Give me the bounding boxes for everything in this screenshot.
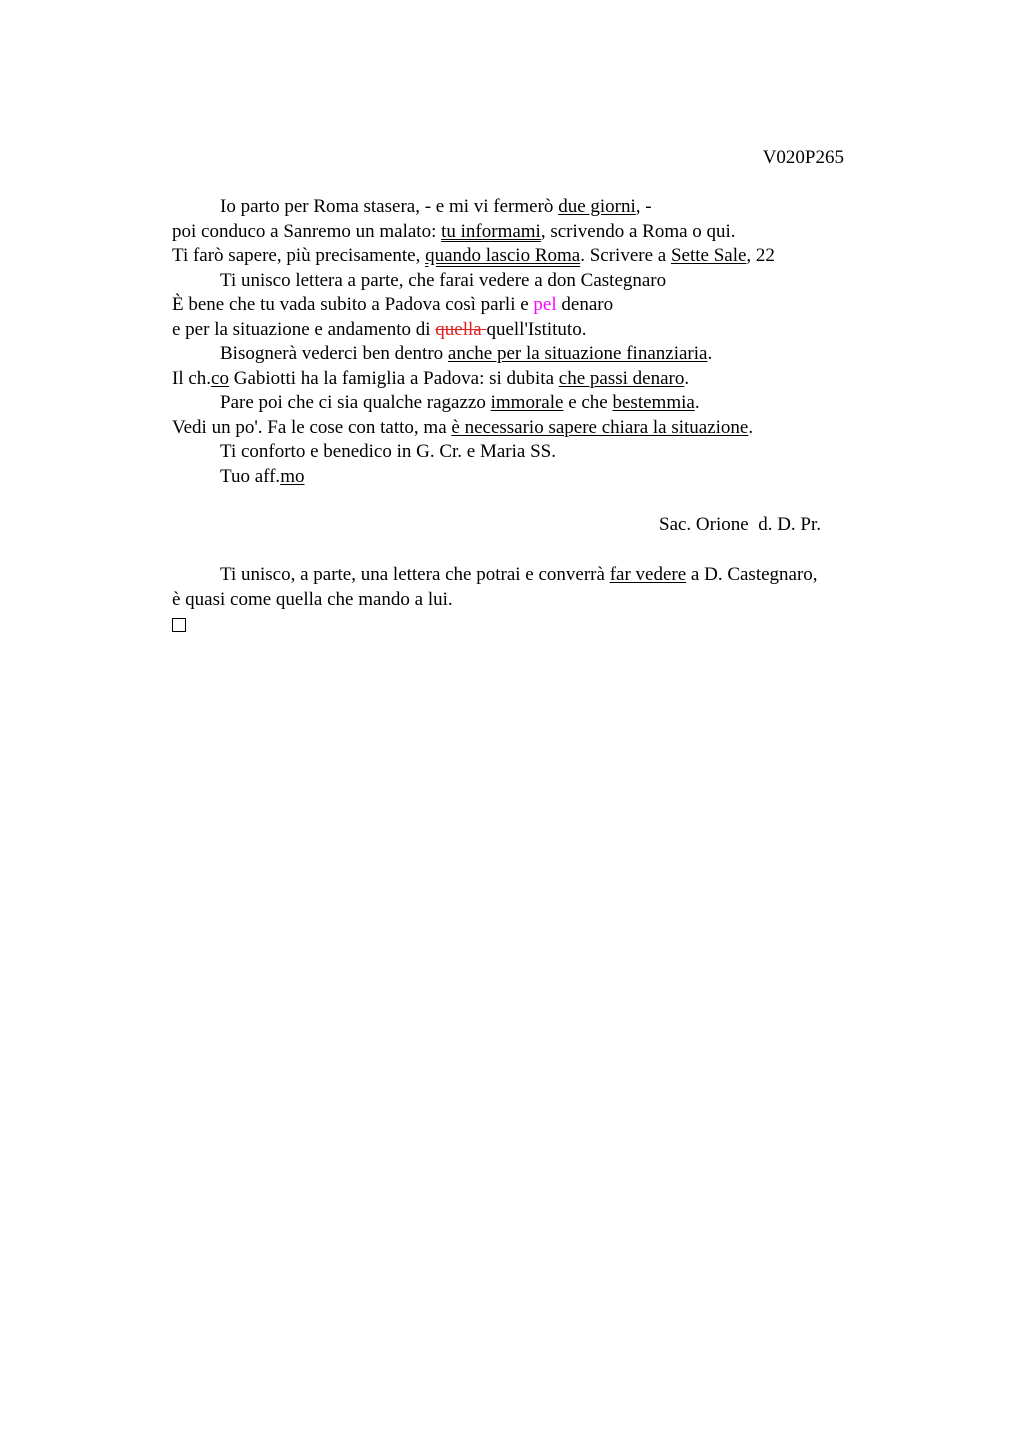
letter-body [172, 195, 872, 489]
text-segment: denaro [556, 294, 614, 315]
text-segment: , 22 [746, 245, 775, 266]
underlined-text: che passi denaro [558, 367, 685, 389]
underlined-text: è necessario sapere chiara la situazione [451, 416, 749, 438]
text-segment: , - [635, 196, 652, 217]
text-segment: e che [563, 392, 613, 413]
letter-line-5 [172, 293, 872, 318]
text-segment: Tuo aff. [220, 465, 281, 487]
letter-line-2 [172, 220, 872, 245]
letter-line-7 [172, 342, 872, 367]
underlined-text: anche per la situazione finanziaria [447, 343, 708, 364]
text-segment: È bene che tu vada subito a Padova così parli e [172, 294, 534, 315]
underlined-text: bestemmia [612, 392, 695, 413]
postscript-line-2 [172, 588, 892, 613]
letter-line-3 [172, 244, 872, 269]
underlined-text: due giorni [558, 196, 636, 217]
underlined-text: mo [280, 465, 305, 487]
postscript [172, 563, 892, 637]
text-segment: . [707, 343, 713, 364]
text-segment: Ti unisco lettera a parte, che farai vedere a don Castegnaro [220, 269, 667, 291]
checkbox-line [172, 612, 892, 637]
text-segment: Io parto per Roma stasera, - e mi vi fermerò [220, 196, 559, 217]
underlined-text: co [211, 367, 229, 389]
struck-text: quella [435, 318, 487, 340]
text-segment: , scrivendo a Roma o qui. [540, 220, 736, 242]
text-segment: Gabiotti ha la famiglia a Padova: si dubita [228, 367, 559, 389]
double-underlined-text: tu informami [441, 220, 541, 242]
text-segment: e per la situazione e andamento di [172, 318, 436, 340]
underlined-text: Sette Sale [670, 245, 747, 266]
text-segment: Ti farò sapere, più precisamente, [172, 245, 426, 266]
text-segment: . [694, 392, 700, 413]
letter-line-11 [172, 440, 872, 465]
empty-square-icon [172, 618, 186, 632]
text-segment: poi conduco a Sanremo un malato: [172, 220, 442, 242]
text-segment: Il ch. [172, 367, 212, 389]
text-segment: . [748, 416, 754, 438]
text-segment: è quasi come quella che mando a lui. [172, 588, 453, 610]
letter-line-9 [172, 391, 872, 416]
text-segment: a D. Castegnaro, [686, 564, 818, 585]
double-underlined-text: quando lascio Roma [425, 245, 581, 266]
text-segment: . [684, 367, 690, 389]
text-segment: Ti conforto e benedico in G. Cr. e Maria SS. [220, 441, 556, 462]
text-segment: Ti unisco, a parte, una lettera che potrai e converrà [220, 564, 610, 585]
letter-line-12 [172, 465, 872, 490]
text-segment: Bisognerà vederci ben dentro [220, 343, 448, 364]
postscript-line-1 [172, 563, 892, 588]
inserted-text: pel [533, 294, 557, 315]
underlined-text: immorale [490, 392, 564, 413]
letter-line-8 [172, 367, 872, 392]
underlined-text: far vedere [609, 564, 687, 585]
document-id: V020P265 [762, 147, 844, 168]
letter-line-1 [172, 195, 872, 220]
letter-line-10 [172, 416, 872, 441]
letter-line-4 [172, 269, 872, 294]
text-segment: quell'Istituto. [486, 318, 587, 340]
signature: Sac. Orione d. D. Pr. [659, 514, 822, 535]
text-segment: . Scrivere a [580, 245, 671, 266]
text-segment: Vedi un po'. Fa le cose con tatto, ma [172, 416, 452, 438]
letter-line-6 [172, 318, 872, 343]
text-segment: Pare poi che ci sia qualche ragazzo [220, 392, 491, 413]
